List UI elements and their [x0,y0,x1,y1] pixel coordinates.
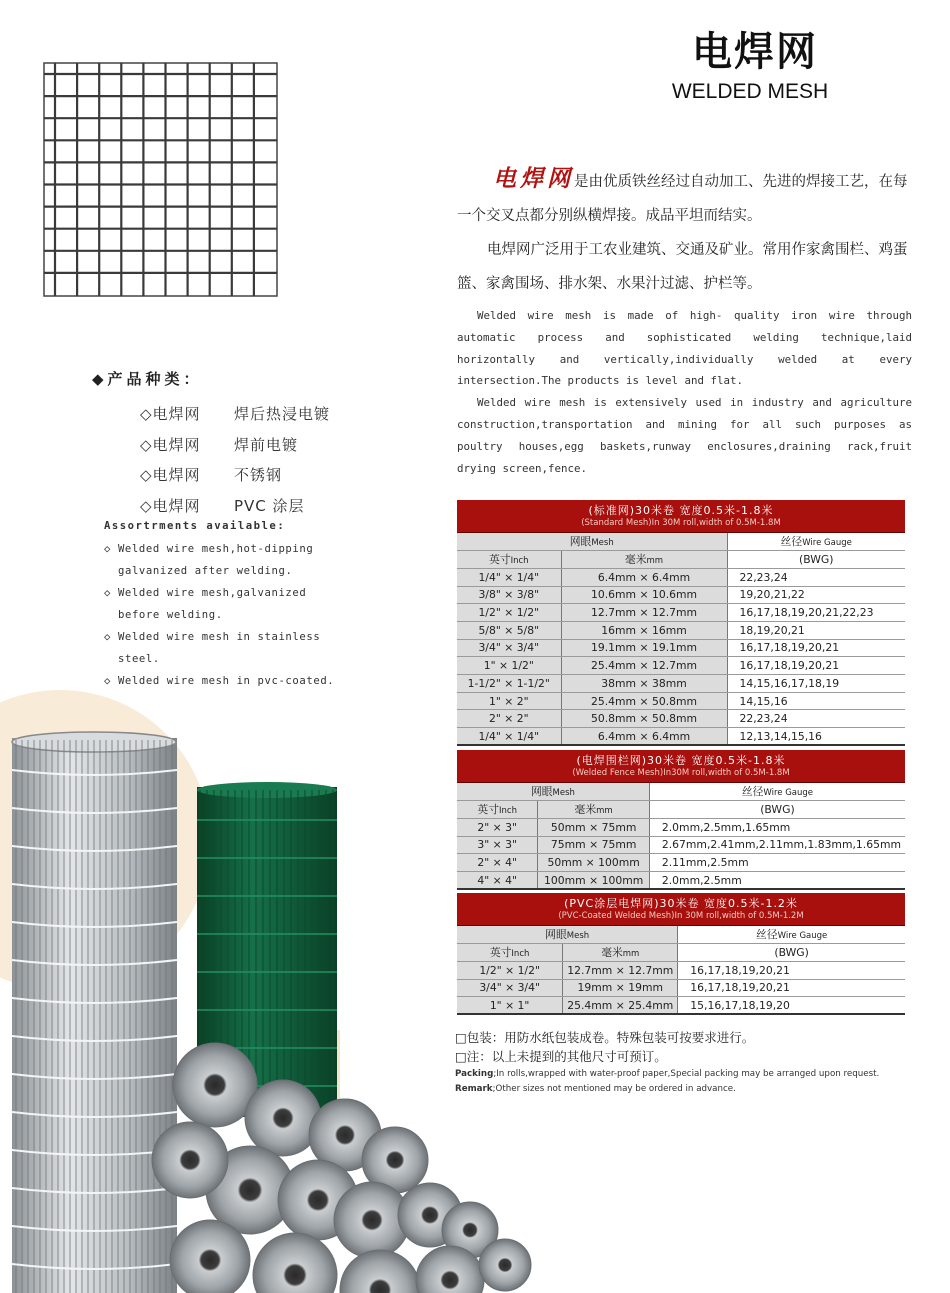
inch-cell: 1" × 1" [457,997,563,1015]
mm-cell: 50.8mm × 50.8mm [561,710,727,728]
gauge-cell: 19,20,21,22 [727,586,905,604]
spec-table-title-cn: (标准网)30米卷 宽度0.5米-1.8米 [588,504,774,517]
mm-cell: 10.6mm × 10.6mm [561,586,727,604]
remark-text: ;Other sizes not mentioned may be ordered in advance. [492,1084,736,1094]
mm-cell: 19.1mm × 19.1mm [561,639,727,657]
intro-cn-para1: 是由优质铁丝经过自动加工、先进的焊接工艺，在每一个交叉点都分别纵横焊接。成品平坦而结实。 [457,174,908,224]
spec-table-grid [457,783,905,890]
inch-cell: 1/4" × 1/4" [457,728,561,746]
table-row [457,604,905,622]
title-block [640,28,840,104]
table-row [457,854,905,872]
mm-cell: 75mm × 75mm [538,836,649,854]
inch-cell: 1-1/2" × 1-1/2" [457,675,561,693]
gauge-cell: 18,19,20,21 [727,621,905,639]
small-roll [253,1233,337,1293]
small-roll [170,1220,250,1293]
column-header-row [457,533,905,551]
gauge-cell: 2.0mm,2.5mm [649,871,905,889]
assortments-cn [92,368,352,521]
inch-cell: 2" × 4" [457,854,538,872]
table-row [457,979,905,997]
assortment-name: ◇电焊网 [140,496,201,515]
table-row [457,586,905,604]
table-row [457,836,905,854]
table-row [457,639,905,657]
inch-cell: 3/4" × 3/4" [457,639,561,657]
gauge-cell: 15,16,17,18,19,20 [678,997,905,1015]
assortment-item [140,430,352,461]
table-row [457,621,905,639]
mm-header: 毫米mm [538,801,649,819]
small-roll [173,1043,257,1127]
mm-cell: 25.4mm × 50.8mm [561,692,727,710]
spec-table [457,500,905,746]
assortment-name: ◇电焊网 [140,405,201,423]
assortment-en-item: ◇ Welded wire mesh in stainless steel. [104,631,321,665]
packing-note-en [455,1068,915,1081]
spec-table-title-en: (PVC-Coated Welded Mesh)In 30M roll,width of 0.5M-1.2M [558,911,804,921]
mm-cell: 12.7mm × 12.7mm [563,961,678,979]
mm-cell: 25.4mm × 12.7mm [561,657,727,675]
gauge-header: 丝径Wire Gauge [678,926,905,944]
gauge-cell: 2.0mm,2.5mm,1.65mm [649,818,905,836]
assortment-item [140,460,352,491]
assortment-type: 焊后热浸电镀 [234,405,331,423]
table-row [457,871,905,889]
assortments-en [104,520,340,692]
gauge-cell: 14,15,16 [727,692,905,710]
remark-note-cn: □注：以上未提到的其他尺寸可预订。 [455,1049,667,1064]
assortments-en-heading: Assortrments available: [104,520,286,532]
gauge-cell: 16,17,18,19,20,21,22,23 [727,604,905,622]
mm-header: 毫米mm [563,944,678,962]
inch-cell: 1/2" × 1/2" [457,961,563,979]
inch-cell: 1" × 1/2" [457,657,561,675]
mm-cell: 38mm × 38mm [561,675,727,693]
inch-header: 英寸Inch [457,551,561,569]
assortment-en-item: ◇ Welded wire mesh,hot-dipping galvanized after welding. [104,543,314,577]
inch-cell: 3" × 3" [457,836,538,854]
spec-table-title-en: (Standard Mesh)In 30M roll,width of 0.5M-1.8M [581,518,781,528]
column-subheader-row [457,801,905,819]
spec-table-header [457,750,905,783]
gauge-cell: 16,17,18,19,20,21 [727,639,905,657]
packing-label: Packing [455,1069,494,1079]
table-row [457,568,905,586]
mesh-header: 网眼Mesh [457,783,649,801]
column-subheader-row [457,551,905,569]
table-row [457,710,905,728]
spec-table-header [457,893,905,926]
mm-cell: 100mm × 100mm [538,871,649,889]
inch-header: 英寸Inch [457,944,563,962]
gauge-cell: 16,17,18,19,20,21 [678,979,905,997]
bwg-header: (BWG) [678,944,905,962]
column-header-row [457,926,905,944]
spec-table-header [457,500,905,533]
mm-cell: 50mm × 100mm [538,854,649,872]
brand-name: 电焊网 [493,165,574,192]
assortments-heading: ◆产品种类： [92,370,203,388]
assortment-name: ◇电焊网 [140,435,201,454]
spec-table-title-en: (Welded Fence Mesh)In30M roll,width of 0.5M-1.8M [572,768,790,778]
bwg-header: (BWG) [727,551,905,569]
gauge-cell: 12,13,14,15,16 [727,728,905,746]
table-row [457,818,905,836]
assortments-list [140,399,352,521]
table-row [457,657,905,675]
table-row [457,728,905,746]
inch-header: 英寸Inch [457,801,538,819]
packing-note-cn: □包装：用防水纸包装成卷。特殊包装可按要求进行。 [455,1030,755,1045]
packing-text: ;In rolls,wrapped with water-proof paper,Special packing may be arranged upon request. [493,1069,880,1079]
assortment-en-item: ◇ Welded wire mesh,galvanized before welding. [104,587,307,621]
intro-section [457,162,912,479]
table-row [457,961,905,979]
gauge-cell: 22,23,24 [727,568,905,586]
assortment-item [140,491,352,522]
inch-cell: 3/8" × 3/8" [457,586,561,604]
notes [455,1028,915,1096]
inch-cell: 4" × 4" [457,871,538,889]
spec-table-title-cn: (电焊围栏网)30米卷 宽度0.5米-1.8米 [576,754,786,767]
mm-cell: 19mm × 19mm [563,979,678,997]
remark-note-en [455,1083,915,1096]
intro-en-para2: Welded wire mesh is extensively used in industry and agriculture construction,transportation and mining for all such purposes as poultry houses,egg baskets,runway enclosures,draining rack,fruit drying screen,fence. [457,396,912,475]
table-row [457,692,905,710]
assortment-type: 焊前电镀 [234,435,299,454]
mm-cell: 50mm × 75mm [538,818,649,836]
assortment-en-item: ◇ Welded wire mesh in pvc-coated. [104,675,335,687]
spec-table [457,750,905,890]
inch-cell: 3/4" × 3/4" [457,979,563,997]
mm-cell: 25.4mm × 25.4mm [563,997,678,1015]
mm-cell: 6.4mm × 6.4mm [561,728,727,746]
mm-cell: 12.7mm × 12.7mm [561,604,727,622]
table-row [457,997,905,1015]
inch-cell: 5/8" × 5/8" [457,621,561,639]
inch-cell: 2" × 2" [457,710,561,728]
inch-cell: 1" × 2" [457,692,561,710]
intro-en [457,305,912,479]
gauge-cell: 16,17,18,19,20,21 [678,961,905,979]
mesh-header: 网眼Mesh [457,533,727,551]
assortment-type: PVC 涂层 [234,496,305,515]
inch-cell: 1/2" × 1/2" [457,604,561,622]
inch-cell: 2" × 3" [457,818,538,836]
mm-cell: 16mm × 16mm [561,621,727,639]
assortment-type: 不锈钢 [234,466,283,484]
small-roll [245,1080,321,1156]
bwg-header: (BWG) [649,801,905,819]
spec-table-grid [457,533,905,746]
gauge-header: 丝径Wire Gauge [649,783,905,801]
galvanized-roll-tall [12,732,177,1293]
mm-cell: 6.4mm × 6.4mm [561,568,727,586]
small-roll [479,1239,531,1291]
spec-table-title-cn: (PVC涂层电焊网)30米卷 宽度0.5米-1.2米 [564,897,798,910]
gauge-cell: 16,17,18,19,20,21 [727,657,905,675]
small-roll [340,1250,420,1293]
table-row [457,675,905,693]
column-header-row [457,783,905,801]
intro-en-para1: Welded wire mesh is made of high- quality iron wire through automatic process and sophisticated welding technique,laid horizontally and vertically,individually welded at every intersection.The products is level and flat. [457,309,912,388]
gauge-cell: 14,15,16,17,18,19 [727,675,905,693]
mesh-header: 网眼Mesh [457,926,678,944]
small-roll [152,1122,228,1198]
page-title-en: WELDED MESH [671,80,829,103]
remark-label: Remark [455,1084,493,1094]
mm-header: 毫米mm [561,551,727,569]
spec-table-grid [457,926,905,1015]
gauge-cell: 22,23,24 [727,710,905,728]
intro-cn-para2: 电焊网广泛用于工农业建筑、交通及矿业。常用作家禽围栏、鸡蛋篮、家禽围场、排水架、水果汁过滤、护栏等。 [457,242,908,292]
gauge-header: 丝径Wire Gauge [727,533,905,551]
gauge-cell: 2.67mm,2.41mm,2.11mm,1.83mm,1.65mm [649,836,905,854]
gauge-cell: 2.11mm,2.5mm [649,854,905,872]
assortment-item [140,399,352,430]
page-title-cn: 电焊网 [692,28,818,75]
assortment-name: ◇电焊网 [140,466,201,484]
welded-mesh-illustration [43,62,278,297]
inch-cell: 1/4" × 1/4" [457,568,561,586]
column-subheader-row [457,944,905,962]
intro-cn [457,162,912,301]
spec-table [457,893,905,1015]
